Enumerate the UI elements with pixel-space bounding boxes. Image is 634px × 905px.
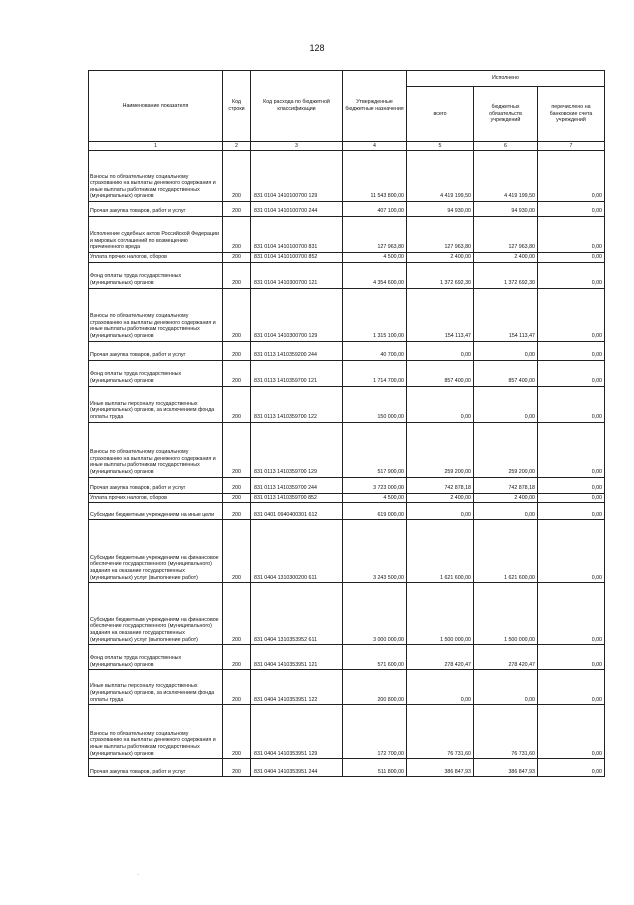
indicator-name: Уплата прочих налогов, сборов — [89, 493, 223, 503]
indicator-name: Иные выплаты персоналу государственных (муниципальных) органов, за исключением фонда оплаты труда — [89, 670, 223, 705]
line-code: 200 — [223, 503, 251, 520]
line-code: 200 — [223, 360, 251, 386]
header-budget-obligations: бюджетных обязательств учреждений — [474, 87, 538, 142]
table-body — [89, 151, 605, 777]
line-code: 200 — [223, 151, 251, 202]
page-number: 128 — [309, 43, 325, 53]
executed-transferred: 0,00 — [538, 288, 605, 341]
executed-transferred: 0,00 — [538, 520, 605, 583]
line-code: 200 — [223, 493, 251, 503]
table-row — [89, 520, 605, 583]
table-row — [89, 422, 605, 477]
executed-obligations: 386 847,93 — [474, 759, 538, 777]
approved-amount: 4 354 600,00 — [343, 262, 407, 288]
executed-obligations: 127 963,80 — [474, 217, 538, 253]
indicator-name: Исполнение судебных актов Российской Федерации и мировых соглашений по возмещению причиненного вреда — [89, 217, 223, 253]
budget-code: 831 0404 1410353951 122 — [251, 670, 343, 705]
executed-obligations: 1 372 692,30 — [474, 262, 538, 288]
executed-transferred: 0,00 — [538, 503, 605, 520]
executed-obligations: 1 621 600,00 — [474, 520, 538, 583]
table-row — [89, 670, 605, 705]
line-code: 200 — [223, 477, 251, 493]
executed-obligations: 2 400,00 — [474, 493, 538, 503]
table-row — [89, 645, 605, 670]
executed-obligations: 259 200,00 — [474, 422, 538, 477]
indicator-name: Взносы по обязательному социальному страхованию на выплаты денежного содержания и иные выплаты работникам государственных (муниципальных) органов — [89, 288, 223, 341]
table-row — [89, 217, 605, 253]
budget-code: 831 0113 1410359700 121 — [251, 360, 343, 386]
line-code: 200 — [223, 759, 251, 777]
budget-code: 831 0104 1410300700 121 — [251, 262, 343, 288]
executed-total: 1 372 692,30 — [407, 262, 474, 288]
executed-total: 94 930,00 — [407, 202, 474, 217]
column-number: 4 — [343, 142, 407, 151]
indicator-name: Прочая закупка товаров, работ и услуг — [89, 759, 223, 777]
budget-code: 831 0404 1310300200 611 — [251, 520, 343, 583]
budget-code: 831 0404 1410353951 244 — [251, 759, 343, 777]
indicator-name: Иные выплаты персоналу государственных (муниципальных) органов, за исключением фонда оплаты труда — [89, 386, 223, 422]
executed-transferred: 0,00 — [538, 705, 605, 759]
indicator-name: Фонд оплаты труда государственных (муниципальных) органов — [89, 645, 223, 670]
budget-code: 831 0113 1410359700 244 — [251, 477, 343, 493]
table-row — [89, 360, 605, 386]
executed-total: 2 400,00 — [407, 253, 474, 263]
executed-total: 0,00 — [407, 386, 474, 422]
line-code: 200 — [223, 520, 251, 583]
indicator-name: Субсидии бюджетным учреждениям на финансовое обеспечение государственного (муниципального) задания на оказание государственных (муниципальных) услуг (выполнение работ) — [89, 520, 223, 583]
budget-code: 831 0104 1410100700 852 — [251, 253, 343, 263]
executed-total: 0,00 — [407, 341, 474, 360]
executed-obligations: 154 113,47 — [474, 288, 538, 341]
table-row — [89, 288, 605, 341]
approved-amount: 200 800,00 — [343, 670, 407, 705]
executed-total: 4 419 199,50 — [407, 151, 474, 202]
header-approved: Утвержденные бюджетные назначения — [343, 71, 407, 142]
table-row — [89, 583, 605, 645]
table-row — [89, 262, 605, 288]
budget-execution-table — [88, 70, 605, 777]
executed-obligations: 278 420,47 — [474, 645, 538, 670]
column-number: 1 — [89, 142, 223, 151]
approved-amount: 571 600,00 — [343, 645, 407, 670]
indicator-name: Прочая закупка товаров, работ и услуг — [89, 202, 223, 217]
executed-total: 742 878,18 — [407, 477, 474, 493]
indicator-name: Субсидии бюджетным учреждениям на финансовое обеспечение государственного (муниципального) задания на оказание государственных (муниципальных) услуг (выполнение работ) — [89, 583, 223, 645]
executed-total: 2 400,00 — [407, 493, 474, 503]
table-row — [89, 759, 605, 777]
executed-obligations: 2 400,00 — [474, 253, 538, 263]
executed-total: 259 200,00 — [407, 422, 474, 477]
budget-code: 831 0113 1410359700 129 — [251, 422, 343, 477]
line-code: 200 — [223, 670, 251, 705]
executed-transferred: 0,00 — [538, 422, 605, 477]
indicator-name: Уплата прочих налогов, сборов — [89, 253, 223, 263]
approved-amount: 4 500,00 — [343, 493, 407, 503]
line-code: 200 — [223, 288, 251, 341]
budget-code: 831 0104 1410100700 244 — [251, 202, 343, 217]
executed-transferred: 0,00 — [538, 386, 605, 422]
budget-code: 831 0113 1410359700 852 — [251, 493, 343, 503]
approved-amount: 511 800,00 — [343, 759, 407, 777]
executed-transferred: 0,00 — [538, 645, 605, 670]
line-code: 200 — [223, 253, 251, 263]
budget-code: 831 0104 1410100700 831 — [251, 217, 343, 253]
executed-transferred: 0,00 — [538, 151, 605, 202]
header-total: всего — [407, 87, 474, 142]
executed-total: 857 400,00 — [407, 360, 474, 386]
executed-transferred: 0,00 — [538, 217, 605, 253]
executed-transferred: 0,00 — [538, 583, 605, 645]
budget-code: 831 0104 1410100700 129 — [251, 151, 343, 202]
table-row — [89, 477, 605, 493]
executed-transferred: 0,00 — [538, 759, 605, 777]
approved-amount: 3 000 000,00 — [343, 583, 407, 645]
scan-speck: · — [137, 872, 139, 878]
line-code: 200 — [223, 645, 251, 670]
executed-obligations: 0,00 — [474, 503, 538, 520]
executed-transferred: 0,00 — [538, 493, 605, 503]
budget-code: 831 0404 1410353951 121 — [251, 645, 343, 670]
line-code: 200 — [223, 386, 251, 422]
line-code: 200 — [223, 705, 251, 759]
column-number: 7 — [538, 142, 605, 151]
executed-transferred: 0,00 — [538, 202, 605, 217]
executed-obligations: 1 500 000,00 — [474, 583, 538, 645]
indicator-name: Субсидии бюджетным учреждениям на иные цели — [89, 503, 223, 520]
line-code: 200 — [223, 262, 251, 288]
budget-code: 831 0104 1410300700 129 — [251, 288, 343, 341]
executed-transferred: 0,00 — [538, 477, 605, 493]
executed-transferred: 0,00 — [538, 253, 605, 263]
executed-total: 154 113,47 — [407, 288, 474, 341]
line-code: 200 — [223, 341, 251, 360]
executed-total: 1 500 000,00 — [407, 583, 474, 645]
indicator-name: Прочая закупка товаров, работ и услуг — [89, 477, 223, 493]
table-row — [89, 253, 605, 263]
indicator-name: Фонд оплаты труда государственных (муниципальных) органов — [89, 360, 223, 386]
header-name: Наименование показателя — [89, 71, 223, 142]
column-number: 2 — [223, 142, 251, 151]
header-budget-code: Код расхода по бюджетной классификации — [251, 71, 343, 142]
indicator-name: Фонд оплаты труда государственных (муниципальных) органов — [89, 262, 223, 288]
executed-transferred: 0,00 — [538, 670, 605, 705]
table-row — [89, 705, 605, 759]
table-row — [89, 386, 605, 422]
executed-total: 0,00 — [407, 503, 474, 520]
table-row — [89, 151, 605, 202]
executed-obligations: 0,00 — [474, 341, 538, 360]
approved-amount: 150 000,00 — [343, 386, 407, 422]
approved-amount: 172 700,00 — [343, 705, 407, 759]
indicator-name: Взносы по обязательному социальному страхованию на выплаты денежного содержания и иные выплаты работникам государственных (муниципальных) органов — [89, 422, 223, 477]
executed-total: 76 731,60 — [407, 705, 474, 759]
indicator-name: Прочая закупка товаров, работ и услуг — [89, 341, 223, 360]
column-number: 3 — [251, 142, 343, 151]
executed-obligations: 857 400,00 — [474, 360, 538, 386]
executed-total: 127 963,80 — [407, 217, 474, 253]
line-code: 200 — [223, 202, 251, 217]
executed-total: 278 420,47 — [407, 645, 474, 670]
executed-obligations: 0,00 — [474, 670, 538, 705]
approved-amount: 619 000,00 — [343, 503, 407, 520]
approved-amount: 1 714 700,00 — [343, 360, 407, 386]
line-code: 200 — [223, 422, 251, 477]
approved-amount: 517 900,00 — [343, 422, 407, 477]
budget-code: 831 0113 1410359700 122 — [251, 386, 343, 422]
table-row — [89, 202, 605, 217]
budget-code: 831 0404 1410353951 129 — [251, 705, 343, 759]
executed-total: 0,00 — [407, 670, 474, 705]
executed-total: 386 847,93 — [407, 759, 474, 777]
executed-obligations: 742 878,18 — [474, 477, 538, 493]
indicator-name: Взносы по обязательному социальному страхованию на выплаты денежного содержания и иные выплаты работникам государственных (муниципальных) органов — [89, 151, 223, 202]
executed-total: 1 621 600,00 — [407, 520, 474, 583]
line-code: 200 — [223, 217, 251, 253]
executed-obligations: 94 930,00 — [474, 202, 538, 217]
budget-code: 831 0401 0940400301 612 — [251, 503, 343, 520]
header-executed: Исполнено — [407, 71, 605, 87]
approved-amount: 11 543 800,00 — [343, 151, 407, 202]
approved-amount: 4 500,00 — [343, 253, 407, 263]
approved-amount: 1 315 100,00 — [343, 288, 407, 341]
executed-obligations: 4 419 199,50 — [474, 151, 538, 202]
table-row — [89, 493, 605, 503]
table-row — [89, 341, 605, 360]
executed-transferred: 0,00 — [538, 360, 605, 386]
executed-obligations: 76 731,60 — [474, 705, 538, 759]
executed-obligations: 0,00 — [474, 386, 538, 422]
table-row — [89, 503, 605, 520]
indicator-name: Взносы по обязательному социальному страхованию на выплаты денежного содержания и иные выплаты работникам государственных (муниципальных) органов — [89, 705, 223, 759]
approved-amount: 127 963,80 — [343, 217, 407, 253]
executed-transferred: 0,00 — [538, 341, 605, 360]
approved-amount: 3 723 000,00 — [343, 477, 407, 493]
header-transferred: перечислено на банковские счета учреждений — [538, 87, 605, 142]
executed-transferred: 0,00 — [538, 262, 605, 288]
budget-code: 831 0404 1310353952 611 — [251, 583, 343, 645]
approved-amount: 3 243 500,00 — [343, 520, 407, 583]
approved-amount: 407 100,00 — [343, 202, 407, 217]
column-number: 5 — [407, 142, 474, 151]
header-code-row: Код строки — [223, 71, 251, 142]
line-code: 200 — [223, 583, 251, 645]
budget-code: 831 0113 1410359200 244 — [251, 341, 343, 360]
column-number: 6 — [474, 142, 538, 151]
approved-amount: 40 700,00 — [343, 341, 407, 360]
